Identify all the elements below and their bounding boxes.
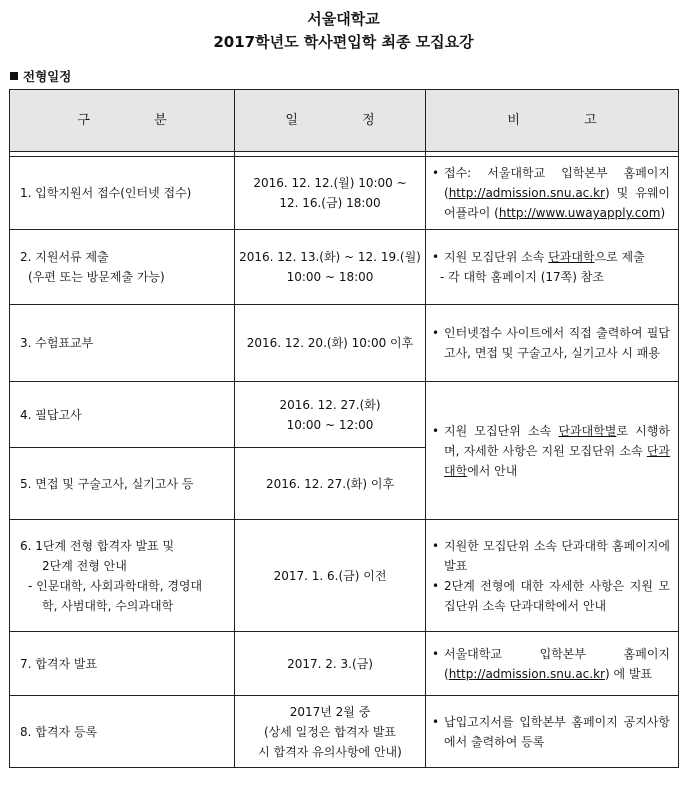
table-row [10, 696, 679, 768]
row1-date [235, 157, 426, 230]
table-header-row [10, 90, 679, 152]
row4-date-line1: 2016. 12. 27.(화) [279, 397, 381, 412]
row2-note-sub: - 각 대학 홈페이지 (17쪽) 참조 [440, 270, 604, 284]
row1-note-pre: 접수: 서울대학교 입학본부 홈페이지 ( [444, 166, 670, 200]
row3-item: 3. 수험표교부 [10, 305, 235, 382]
merged-note-b: 로 시행하며, 자세한 사항은 지원 모집단위 소속 [444, 423, 671, 458]
row7-note-pre: 서울대학교 입학본부 홈페이지 ( [444, 646, 670, 681]
row6-item-line3: - 인문대학, 사회과학대학, 경영대 [28, 578, 203, 593]
row2-item [10, 230, 235, 305]
table-row [10, 520, 679, 632]
bullet-icon: • [432, 166, 440, 180]
bullet-icon: • [432, 578, 440, 593]
row2-note [426, 230, 679, 305]
bullet-icon: • [432, 326, 440, 340]
table-row [10, 632, 679, 696]
square-bullet-icon [10, 72, 18, 80]
document-title-line1: 서울대학교 [307, 10, 380, 28]
merged-note-c: 에서 안내 [467, 463, 518, 478]
merged-note-underlined-1: 단과대학별 [558, 423, 617, 438]
row4-5-merged-note [426, 382, 679, 520]
bullet-icon: • [432, 538, 440, 553]
uwayapply-link[interactable]: http://www.uwayapply.com [498, 206, 661, 220]
row8-date-line1: 2017년 2월 중 [289, 704, 371, 719]
row6-item-line1: 6. 1단계 전형 합격자 발표 및 [20, 538, 175, 553]
row6-note2: 2단계 전형에 대한 자세한 사항은 지원 모집단위 소속 단과대학에서 안내 [444, 578, 670, 613]
row2-item-main: 2. 지원서류 제출 [20, 250, 109, 264]
section-heading-label: 전형일정 [23, 69, 72, 84]
table-row [10, 157, 679, 230]
row8-item: 8. 합격자 등록 [10, 696, 235, 768]
header-category: 구 분 [10, 90, 235, 152]
row6-note [426, 520, 679, 632]
table-row [10, 382, 679, 448]
row6-note1: 지원한 모집단위 소속 단과대학 홈페이지에 발표 [444, 538, 670, 573]
row2-item-sub: (우편 또는 방문제출 가능) [28, 270, 165, 284]
row3-note [426, 305, 679, 382]
row7-item: 7. 합격자 발표 [10, 632, 235, 696]
row1-note-mid: ) 및 유웨이어플라이 ( [444, 186, 670, 220]
row6-item [10, 520, 235, 632]
bullet-icon: • [432, 714, 440, 729]
row2-note-post: 으로 제출 [594, 250, 645, 264]
row2-date [235, 230, 426, 305]
row1-item: 1. 입학지원서 접수(인터넷 접수) [10, 157, 235, 230]
merged-note-underlined-2: 단과대학 [444, 443, 670, 478]
row2-note-pre: 지원 모집단위 소속 [444, 250, 549, 264]
row4-date [235, 382, 426, 448]
row8-date-line3: 시 합격자 유의사항에 안내) [258, 744, 402, 759]
row5-item: 5. 면접 및 구술고사, 실기고사 등 [10, 448, 235, 520]
row6-item-line2: 2단계 전형 안내 [42, 558, 127, 573]
row5-date: 2016. 12. 27.(화) 이후 [235, 448, 426, 520]
row8-date-line2: (상세 일정은 합격자 발표 [263, 724, 397, 739]
bullet-icon: • [432, 646, 440, 661]
bullet-icon: • [432, 250, 440, 264]
row4-item: 4. 필답고사 [10, 382, 235, 448]
document-title-line2: 2017학년도 학사편입학 최종 모집요강 [213, 33, 474, 51]
row1-date-line2: 12. 16.(금) 18:00 [279, 196, 381, 210]
row2-date-line2: 10:00 ~ 18:00 [286, 270, 374, 284]
admission-link-2[interactable]: http://admission.snu.ac.kr [448, 666, 605, 681]
table-row [10, 305, 679, 382]
row8-note-text: 납입고지서를 입학본부 홈페이지 공지사항에서 출력하여 등록 [444, 714, 670, 749]
header-remarks: 비 고 [426, 90, 679, 152]
bullet-icon: • [432, 423, 440, 438]
row3-note-text: 인터넷접수 사이트에서 직접 출력하여 필답고사, 면접 및 구술고사, 실기고사 시 패용 [444, 326, 670, 360]
row1-note-post: ) [660, 206, 666, 220]
section-heading [10, 67, 71, 85]
table-row [10, 230, 679, 305]
row7-note [426, 632, 679, 696]
row2-note-underlined: 단과대학 [548, 250, 595, 264]
row2-date-line1: 2016. 12. 13.(화) ~ 12. 19.(월) [239, 250, 421, 264]
admission-link[interactable]: http://admission.snu.ac.kr [448, 186, 605, 200]
row6-date: 2017. 1. 6.(금) 이전 [235, 520, 426, 632]
header-schedule: 일 정 [235, 90, 426, 152]
row7-note-post: ) 에 발표 [604, 666, 653, 681]
row7-date: 2017. 2. 3.(금) [235, 632, 426, 696]
merged-note-a: 지원 모집단위 소속 [444, 423, 559, 438]
row4-date-line2: 10:00 ~ 12:00 [286, 417, 374, 432]
row6-item-line4: 학, 사범대학, 수의과대학 [42, 598, 174, 613]
schedule-table [9, 89, 679, 768]
row1-date-line1: 2016. 12. 12.(월) 10:00 ~ [253, 176, 407, 190]
row3-date: 2016. 12. 20.(화) 10:00 이후 [235, 305, 426, 382]
row8-date [235, 696, 426, 768]
row1-note [426, 157, 679, 230]
row8-note [426, 696, 679, 768]
